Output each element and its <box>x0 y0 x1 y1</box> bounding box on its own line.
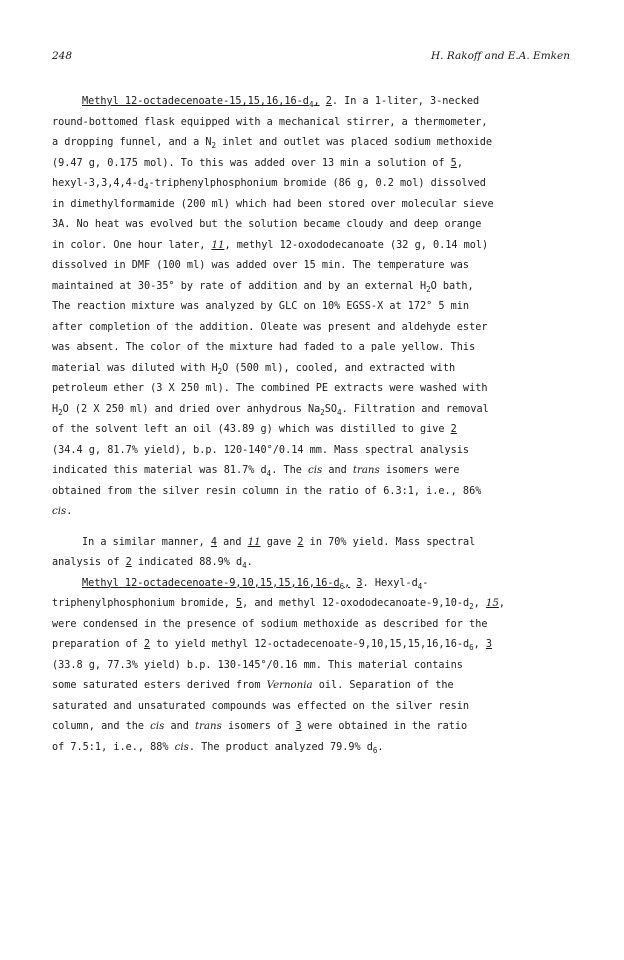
section-3-line-1: Methyl $12-octadecenoate-9,10,15,15,16,16-d_6$, 3. Hexyl-$d_4-$ <box>82 577 429 591</box>
section-1-line: 3A. No heat was evolved but the solution became cloudy and deep orange <box>52 219 482 230</box>
section-1-heading: Methyl $12-octadecenoate-15,15,16,16-d_4$, <box>82 96 320 109</box>
compound-ref: 3 <box>356 577 363 589</box>
section-1-line: in dimethylformamide (200 ml) which had been stored over molecular sieve <box>52 198 494 210</box>
section-3-line: were condensed in the presence of sodium methoxide as described for the <box>52 618 488 630</box>
section-1-line: (9.47 g, 0.175 mol). To this was added over 13 min a solution of 5, <box>52 157 463 169</box>
section-2-line: analysis of 2 indicated 88.9% $d_4$. <box>52 557 253 570</box>
section-3-line: column, and the cis and trans isomers of 3 were obtained in the ratio <box>52 721 468 732</box>
section-1-line: after completion of the addition. Oleate was present and aldehyde ester <box>52 321 488 333</box>
page-number: 248 <box>52 50 73 62</box>
section-1-line: $H_2O$ (2 X 250 ml) and dried over anhydrous $Na_2SO_4$. Filtration and removal <box>52 403 489 417</box>
section-1-line-1: Methyl $12-octadecenoate-15,15,16,16-d_4$, 2. In a 1-liter, 3-necked <box>82 96 480 109</box>
section-2-line: In a similar manner, 4 and 11 gave 2 in 70% yield. Mass spectral <box>82 536 476 548</box>
section-3-line: (33.8 g, 77.3% yield) b.p. 130-145°/0.16 mm. This material contains <box>52 659 463 671</box>
section-1-line: of the solvent left an oil (43.89 g) which was distilled to give 2 <box>52 424 457 435</box>
running-authors: H. Rakoff and E.A. Emken <box>430 50 570 62</box>
section-3-heading: Methyl $12-octadecenoate-9,10,15,15,16,16-d_6$, <box>82 577 351 591</box>
section-1-line: was absent. The color of the mixture had faded to a pale yellow. This <box>52 342 476 353</box>
section-3-line: triphenylphosphonium bromide, 5, and methyl $12-oxododecanoate-9,10-d_2$, 15, <box>52 598 505 611</box>
page-header <box>52 50 570 66</box>
section-1-line: a dropping funnel, and a $N_2$ inlet and outlet was placed sodium methoxide <box>52 137 492 150</box>
compound-ref: 2 <box>325 96 332 107</box>
section-3-line: saturated and unsaturated compounds was effected on the silver resin <box>52 700 470 712</box>
section-1-line: cis. <box>52 506 73 517</box>
section-1-line: maintained at 30-35° by rate of addition and by an external $H_2O$ bath, <box>52 280 474 294</box>
section-1-line: material was diluted with $H_2O$ (500 ml), cooled, and extracted with <box>52 362 456 376</box>
section-3-line: of 7.5:1, i.e., 88% cis. The product analyzed 79.9% $d_6$. <box>52 741 384 755</box>
section-1-line: The reaction mixture was analyzed by GLC on 10% EGSS-X at 172° 5 min <box>52 301 470 312</box>
section-1-line: obtained from the silver resin column in the ratio of 6.3:1, i.e., 86% <box>52 485 482 497</box>
section-1-line: petroleum ether (3 X 250 ml). The combined PE extracts were washed with <box>52 383 488 394</box>
section-1-line: round-bottomed flask equipped with a mechanical stirrer, a thermometer, <box>52 116 488 128</box>
section-3-line: some saturated esters derived from Vernonia oil. Separation of the <box>52 680 454 691</box>
section-1-line: hexyl-$3,3,4,4-d_4$-triphenylphosphonium bromide (86 g, 0.2 mol) dissolved <box>52 178 486 191</box>
section-1-line: indicated this material was 81.7% $d_4$. The cis and trans isomers were <box>52 465 460 478</box>
section-3-line: preparation of 2 to yield methyl $12-octadecenoate-9,10,15,15,16,16-d_6$, 3 <box>52 639 493 652</box>
document-body <box>52 92 592 758</box>
section-1-line: dissolved in DMF (100 ml) was added over 15 min. The temperature was <box>52 260 470 271</box>
section-1-line: in color. One hour later, 11, methyl 12-oxododecanoate (32 g, 0.14 mol) <box>52 239 489 251</box>
section-1-line: (34.4 g, 81.7% yield), b.p. 120-140°/0.14 mm. Mass spectral analysis <box>52 444 470 456</box>
